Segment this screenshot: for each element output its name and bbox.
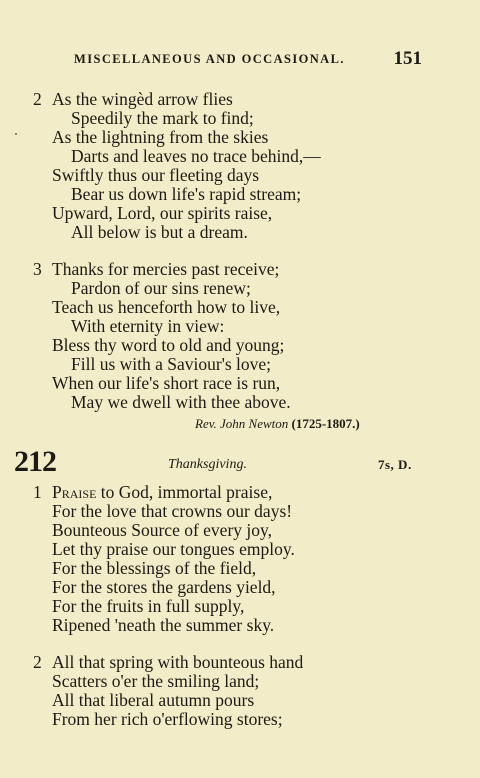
verse-line: Teach us henceforth how to live,	[52, 297, 281, 317]
verse-line: Thanks for mercies past receive;	[52, 259, 280, 279]
verse-line: With eternity in view:	[71, 316, 225, 336]
verse-line: Fill us with a Saviour's love;	[71, 354, 272, 374]
verse-line: When our life's short race is run,	[52, 373, 281, 393]
verse-line: Scatters o'er the smiling land;	[52, 671, 260, 691]
verse-line: All that liberal autumn pours	[52, 690, 255, 710]
verse-line: All below is but a dream.	[71, 222, 248, 242]
author-name: Rev. John Newton	[195, 416, 289, 431]
verse-number: 1	[33, 482, 42, 502]
page-number: 151	[393, 48, 422, 69]
verse-line: Darts and leaves no trace behind,—	[71, 146, 321, 166]
hymn-number: 212	[14, 445, 56, 478]
verse-line: As the wingèd arrow flies	[52, 89, 233, 109]
verse-number: 2	[33, 652, 42, 672]
section-title: MISCELLANEOUS AND OCCASIONAL.	[74, 52, 345, 66]
verse-line: Ripened 'neath the summer sky.	[52, 615, 275, 635]
hymn-meter: 7s, D.	[378, 457, 412, 472]
print-speck	[15, 133, 17, 135]
verse-line: Swiftly thus our fleeting days	[52, 165, 260, 185]
verse-line: Bear us down life's rapid stream;	[71, 184, 302, 204]
verse-line: Bless thy word to old and young;	[52, 335, 285, 355]
verse-line: For the stores the gardens yield,	[52, 577, 276, 597]
first-line-rest: to God, immortal praise,	[96, 482, 273, 502]
attribution	[195, 416, 360, 432]
author-dates: (1725-1807.)	[291, 416, 360, 431]
running-header	[74, 50, 422, 70]
verse-line: For the blessings of the field,	[52, 558, 257, 578]
verse-line: For the fruits in full supply,	[52, 596, 245, 616]
verse-line: For the love that crowns our days!	[52, 501, 293, 521]
hymn-title: Thanksgiving.	[168, 457, 247, 472]
verse-line: From her rich o'erflowing stores;	[52, 709, 283, 729]
verse-line: Pardon of our sins renew;	[71, 278, 251, 298]
verse-line	[52, 482, 272, 502]
verse-line: Upward, Lord, our spirits raise,	[52, 203, 273, 223]
verse-number: 2	[33, 89, 42, 109]
verse-line: Let thy praise our tongues employ.	[52, 539, 295, 559]
verse-line: All that spring with bounteous hand	[52, 652, 304, 672]
verse-line: May we dwell with thee above.	[71, 392, 291, 412]
verse-number: 3	[33, 259, 42, 279]
verse-line: As the lightning from the skies	[52, 127, 269, 147]
first-word: Praise	[52, 482, 97, 502]
verse-line: Bounteous Source of every joy,	[52, 520, 272, 540]
verse-line: Speedily the mark to find;	[71, 108, 254, 128]
